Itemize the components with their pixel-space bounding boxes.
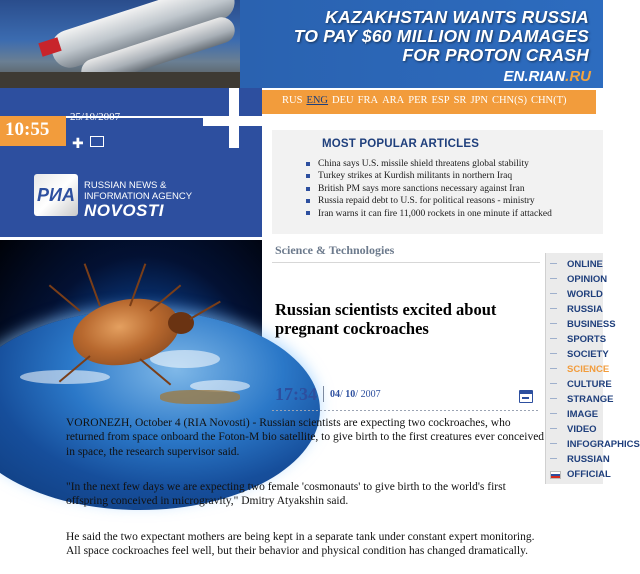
popular-item[interactable]: Iran warns it can fire 11,000 rockets in one minute if attacked: [306, 208, 552, 220]
article-date: 04/ 10/ 2007: [330, 389, 381, 400]
ria-logo[interactable]: РИА: [34, 174, 78, 216]
current-time: 10:55: [0, 116, 66, 146]
nav-item-video[interactable]: VIDEO: [546, 422, 603, 437]
nav-item-world[interactable]: WORLD: [546, 287, 603, 302]
brand-suffix: .RU: [565, 68, 591, 85]
popular-item[interactable]: Turkey strikes at Kurdish militants in northern Iraq: [306, 170, 552, 182]
language-link-jpn[interactable]: JPN: [470, 95, 488, 106]
language-link-sr[interactable]: SR: [453, 95, 467, 106]
popular-item[interactable]: China says U.S. missile shield threatens global stability: [306, 158, 552, 170]
popular-item[interactable]: Russia repaid debt to U.S. for political reasons - ministry: [306, 195, 552, 207]
banner-title-line2: TO PAY $60 MILLION IN DAMAGES: [293, 26, 589, 46]
language-bar: [240, 90, 596, 114]
home-icon[interactable]: ✚: [72, 137, 84, 152]
folder-icon[interactable]: [90, 136, 104, 147]
date-month: 10: [345, 389, 356, 400]
nav-item-russian[interactable]: RUSSIAN: [546, 452, 603, 467]
current-date: 25/10/2007: [70, 111, 121, 123]
section-nav-list: [546, 257, 640, 482]
nav-item-official[interactable]: OFFICIAL: [546, 467, 603, 482]
agency-description: [84, 180, 224, 202]
date-year: 2007: [360, 389, 381, 400]
nav-item-culture[interactable]: CULTURE: [546, 377, 603, 392]
article-time: 17:34: [275, 384, 317, 404]
agency-line2: INFORMATION AGENCY: [84, 191, 193, 202]
language-link-chns[interactable]: CHN(S): [491, 95, 527, 106]
language-list: [282, 95, 571, 106]
popular-articles-box: [272, 130, 603, 234]
language-link-chnt[interactable]: CHN(T): [530, 95, 567, 106]
article-paragraph: VORONEZH, October 4 (RIA Novosti) - Russian scientists are expecting two cockroaches, who returned from space onboard the Foton-M bio satellite, to give birth to the first creatures ever conceived in space, the research supervisor said.: [66, 417, 545, 458]
article-paragraph: He said the two expectant mothers are being kept in a separate tank under constant expert monitoring. All space cockroaches feel well, but their behavior and physical condition has changed dramatically.: [66, 531, 535, 558]
top-banner[interactable]: [0, 0, 603, 88]
agency-line1: RUSSIAN NEWS &: [84, 180, 167, 191]
nav-item-image[interactable]: IMAGE: [546, 407, 603, 422]
nav-item-infographics[interactable]: INFOGRAPHICS: [546, 437, 603, 452]
section-label[interactable]: Science & Technologies: [275, 243, 395, 257]
article-paragraph: "In the next few days we are expecting two female 'cosmonauts' to give birth to the world's first offspring conceived in microgravity," Dmitry Atyakshin said.: [66, 481, 506, 508]
article-headline: Russian scientists excited about pregnant cockroaches: [275, 300, 497, 338]
nav-item-strange[interactable]: STRANGE: [546, 392, 603, 407]
nav-item-science[interactable]: SCIENCE: [546, 362, 603, 377]
cross-decoration-horizontal: [203, 116, 271, 126]
date-day: 04: [330, 389, 340, 400]
popular-title: MOST POPULAR ARTICLES: [322, 138, 480, 150]
banner-title-line3: FOR PROTON CRASH: [402, 45, 589, 65]
nav-item-opinion[interactable]: OPINION: [546, 272, 603, 287]
popular-list: [306, 158, 552, 220]
nav-item-sports[interactable]: SPORTS: [546, 332, 603, 347]
language-link-ara[interactable]: ARA: [382, 95, 405, 106]
language-link-esp[interactable]: ESP: [431, 95, 450, 106]
section-nav: [545, 253, 640, 484]
language-link-per[interactable]: PER: [408, 95, 428, 106]
nav-item-society[interactable]: SOCIETY: [546, 347, 603, 362]
nav-item-russia[interactable]: RUSSIA: [546, 302, 603, 317]
banner-brand-logo: [503, 68, 591, 85]
brand-main: EN.RIAN: [503, 68, 566, 85]
nav-item-online[interactable]: ONLINE: [546, 257, 603, 272]
language-link-eng[interactable]: ENG: [306, 95, 329, 106]
banner-headline[interactable]: [229, 8, 589, 65]
dotted-divider: [272, 410, 540, 411]
language-link-deu[interactable]: DEU: [332, 95, 354, 106]
print-icon[interactable]: [519, 390, 533, 403]
rocket-photo: [0, 0, 240, 88]
banner-title-line1: KAZAKHSTAN WANTS RUSSIA: [325, 7, 589, 27]
left-header-strip: [0, 88, 262, 116]
nav-item-business[interactable]: BUSINESS: [546, 317, 603, 332]
popular-item[interactable]: British PM says more sanctions necessary against Iran: [306, 183, 552, 195]
divider: [323, 386, 324, 402]
agency-name[interactable]: NOVOSTI: [84, 201, 165, 220]
language-link-rus[interactable]: RUS: [282, 95, 303, 106]
divider: [272, 262, 540, 263]
language-link-fra[interactable]: FRA: [357, 95, 379, 106]
